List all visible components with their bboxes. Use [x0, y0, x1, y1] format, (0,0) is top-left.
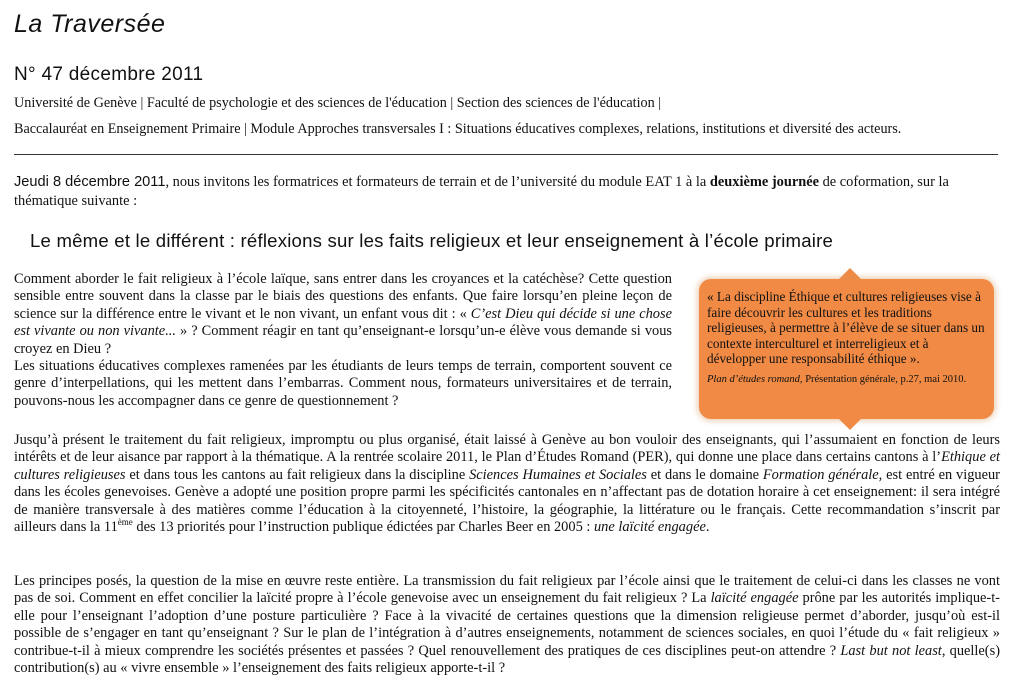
program-line: Baccalauréat en Enseignement Primaire | Module Approches transversales I : Situations éducatives complexes, relations, institutions et diversité des acteurs. — [14, 121, 902, 137]
callout-pointer-bottom — [838, 418, 862, 430]
body-paragraph-1: Comment aborder le fait religieux à l’école laïque, sans entrer dans les croyances et la catéchèse? Cette question sensible entre souvent dans la classe par le biais des questions des enfants. Que faire lorsqu’en pleine leçon de science sur la différence entre le vivant et le non vivant, un enfant vous dit : « C’est Dieu qui décide si une chose est vivante ou non vivante... » ? Comment réagir en tant qu’enseignant-e lorsqu’un-e élève vous demande si vous croyez en Dieu ? Les situations éducatives complexes ramenées par les étudiants de leurs temps de terrain, comportent souvent ce genre d’interpellations, qui les mettent dans l’embarras. Comment nous, formateurs universitaires et de terrain, pouvons-nous les accompagner dans ce genre de questionnement ? — [14, 271, 672, 409]
body-paragraph-2: Jusqu’à présent le traitement du fait religieux, impromptu ou plus organisé, était laissé à Genève au bon vouloir des enseignants, qui l’assumaient en fonction de leurs intérêts et de leur aisance par rapport à la thématique. A la rentrée scolaire 2011, le Plan d’Études Romand (PER), qui donne une place dans certains cantons à l’Ethique et cultures religieuses et dans tous les cantons au fait religieux dans la discipline Sciences Humaines et Sociales et dans le domaine Formation générale, est entré en vigueur dans les écoles genevoises. Genève a adopté une position propre parmi les spécificités cantonales en n’affectant pas de dotation horaire à cet enseignement: il sera intégré de manière transversale à des matières comme l’éducation à la citoyenneté, l’histoire, la géographie, la littérature ou le français. Cette recommandation s’inscrit par ailleurs dans la 11ème des 13 priorités pour l’instruction publique édictées par Charles Beer en 2005 : une laïcité engagée. — [14, 432, 1000, 536]
body-paragraph-3: Les principes posés, la question de la mise en œuvre reste entière. La transmission du fait religieux par l’école ainsi que le traitement de celui-ci dans les classes ne vont pas de soi. Comment en effet concilier la laïcité propre à l’école genevoise avec un enseignement du fait religieux ? La laïcité engagée prône par les autorités implique-t-elle pour l’enseignant l’adoption d’une posture particulière ? Face à la vivacité de certaines questions que la dimension religieuse permet d’aborder, jusqu’où est-il possible de s’engager en tant qu’enseignant ? Sur le plan de l’intégration à d’autres enseignements, notamment de sciences sociales, en quoi l’étude du « fait religieux » contribue-t-il à mieux comprendre les sociétés présentes et passées ? Quel renouvellement des pratiques de ces disciplines peut-on attendre ? Last but not least, quelle(s) contribution(s) au « vivre ensemble » l’enseignement des faits religieux apporte-t-il ? — [14, 573, 1000, 677]
issue-number: N° 47 décembre 2011 — [14, 64, 204, 85]
callout-quote-text: « La discipline Éthique et cultures religieuses vise à faire découvrir les cultures et les traditions religieuses, à permettre à l’élève de se situer dans un contexte interculturel et interreligieux et à développer une responsabilité éthique ». — [707, 289, 985, 367]
event-date: Jeudi 8 décembre 2011 — [14, 174, 166, 190]
callout-source: Plan d’études romand, Présentation générale, p.27, mai 2010. — [707, 374, 967, 385]
article-subtitle: Le même et le différent : réflexions sur les faits religieux et leur enseignement à l’école primaire — [30, 230, 834, 251]
intro-highlight: deuxième journée — [709, 174, 819, 190]
header-divider — [14, 154, 998, 155]
institution-line: Université de Genève | Faculté de psychologie et des sciences de l'éducation | Section des sciences de l'éducation | — [14, 95, 662, 111]
intro-text: , nous invitons les formatrices et formateurs de terrain et de l’université du module EAT 1 à la — [165, 174, 710, 190]
intro-text-end: de coformation, sur la thématique suivante : — [14, 174, 949, 209]
intro-paragraph — [14, 173, 998, 211]
newsletter-title: La Traversée — [14, 10, 166, 38]
